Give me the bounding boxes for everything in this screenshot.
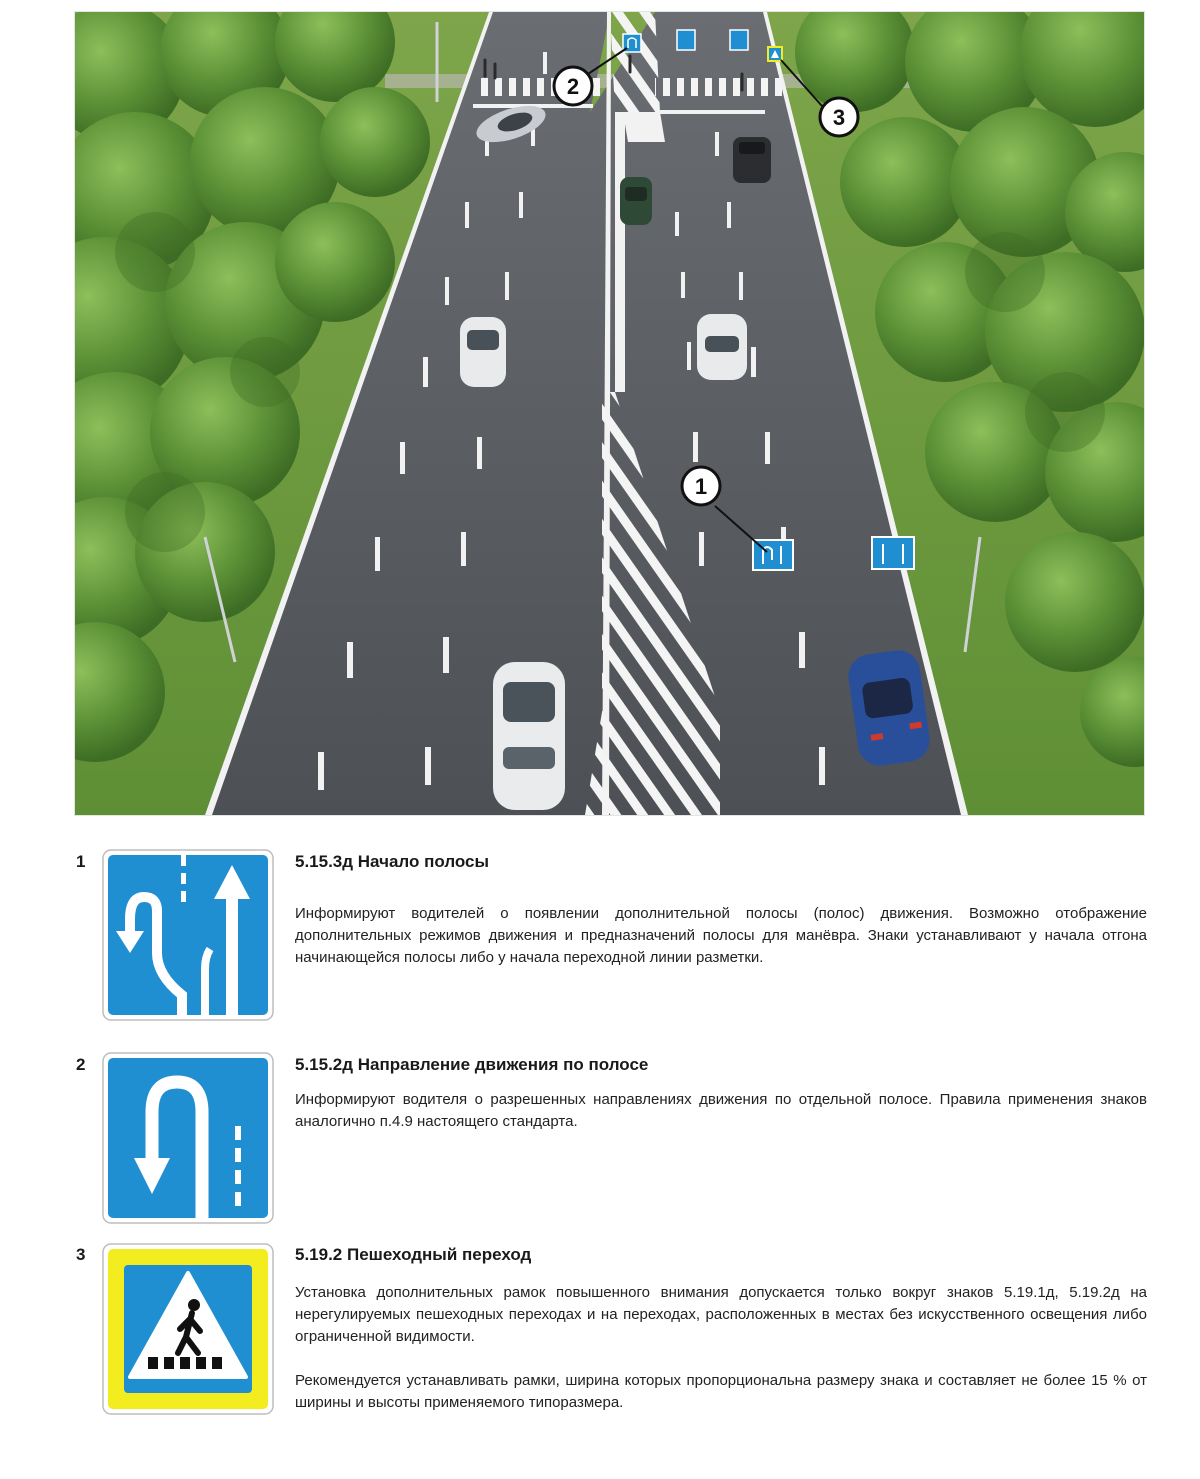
road-illustration: [75, 12, 1144, 815]
lane-begin-sign-icon: [102, 849, 274, 1021]
entry-number: 2: [76, 1055, 86, 1074]
entry-title: 5.19.2 Пешеходный переход: [295, 1245, 532, 1264]
entry-paragraph: Информируют водителей о появлении дополнительной полосы (полос) движения. Возможно отображение дополнительных режимов движения и предназначений полосы для манёвра. Знаки устанавливают у начала отгона начинающейся полосы либо у начала переходной линии разметки.: [295, 905, 1147, 966]
entry-number: 3: [76, 1245, 86, 1264]
entry-title: 5.15.2д Направление движения по полосе: [295, 1055, 649, 1074]
entry-paragraph: Установка дополнительных рамок повышенного внимания допускается только вокруг знаков 5.19.1д, 5.19.2д на нерегулируемых пешеходных переходах и на переходах, расположенных в местах без искусственного освещения либо ограниченной видимости.: [295, 1284, 1147, 1345]
entry-paragraph: Рекомендуется устанавливать рамки, ширина которых пропорциональна размеру знака и составляет не более 15 % от ширины и высоты применяемого типоразмера.: [295, 1372, 1147, 1411]
svg-text:1: 1: [694, 474, 708, 499]
lane-direction-sign-icon: [102, 1052, 274, 1224]
entry-paragraph: Информируют водителя о разрешенных направлениях движения по отдельной полосе. Правила применения знаков аналогично п.4.9 настоящего стандарта.: [295, 1091, 1147, 1130]
svg-text:2: 2: [566, 74, 580, 99]
svg-text:3: 3: [832, 105, 846, 130]
entry-title: 5.15.3д Начало полосы: [295, 852, 490, 871]
pedestrian-crossing-sign-icon: [102, 1243, 274, 1415]
entry-number: 1: [76, 852, 86, 871]
